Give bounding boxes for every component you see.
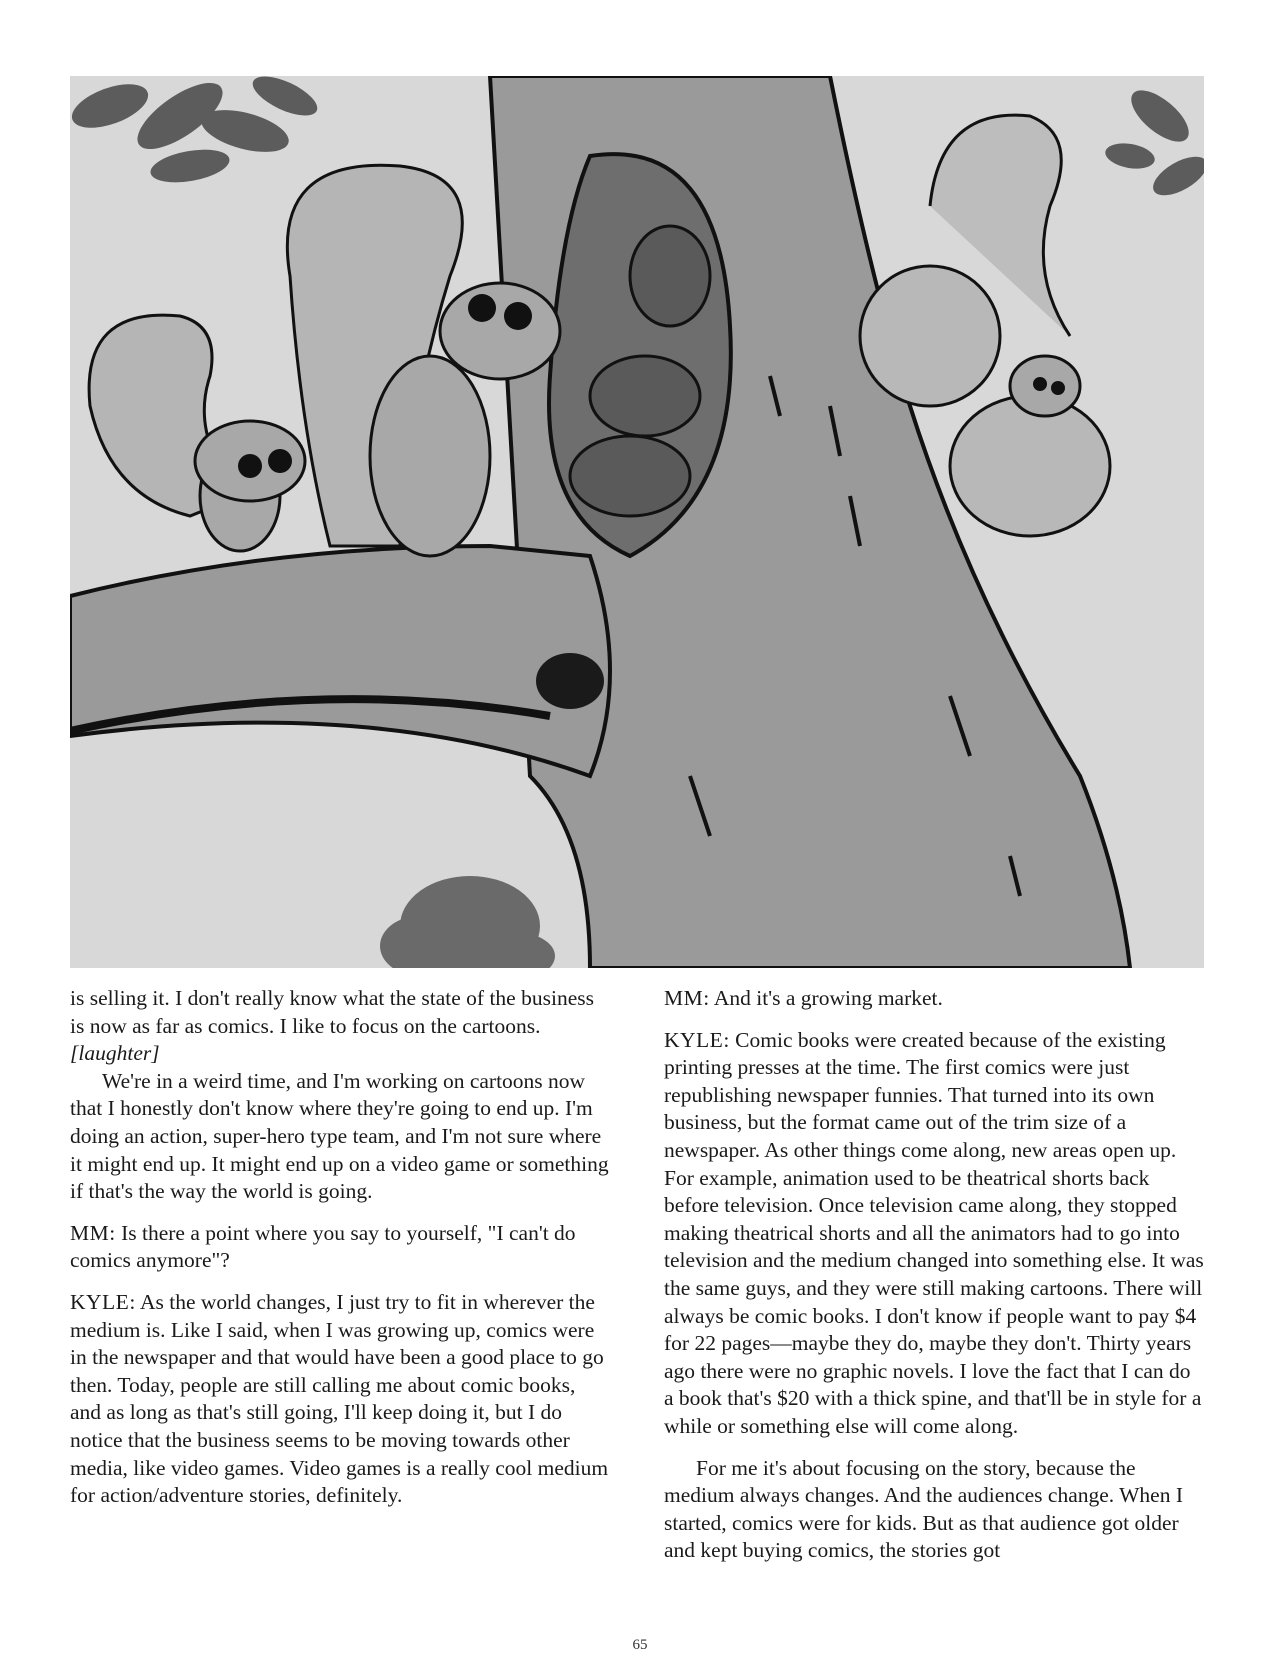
interview-question: [70, 1220, 610, 1275]
interview-question: [664, 985, 1204, 1013]
paragraph-continued: [70, 985, 610, 1068]
left-text-column: [70, 985, 610, 1524]
speaker-label: MM:: [70, 1220, 116, 1245]
paragraph-text: For me it's about focusing on the story, because the medium always changes. And the audiences change. When I started, comics were for kids. But as that audience got older and kept buying comics, the stories got: [664, 1455, 1184, 1563]
speaker-label: KYLE:: [70, 1289, 136, 1314]
speech-text: Comic books were created because of the existing printing presses at the time. The first comics were just republishing newspaper funnies. That turned into its own business, but the format came out of the trim size of a newspaper. As other things come along, new areas open up. For example, animation used to be theatrical shorts back before television. Once television came along, they stopped making theatrical shorts and all the animators had to go into television and the medium changed into something else. It was the same guys, and they were still making cartoons. There will always be comic books. I don't know if people want to pay $4 for 22 pages—maybe they do, maybe they don't. Thirty years ago there were no graphic novels. I love the fact that I can do a book that's $20 with a thick spine, and that'll be in style for a while or something else will come along.: [664, 1027, 1204, 1438]
knot-hole: [536, 653, 604, 709]
interview-answer: [70, 1289, 610, 1510]
interview-answer: [664, 1027, 1204, 1441]
speaker-label: KYLE:: [664, 1027, 730, 1052]
speech-text: Is there a point where you say to yourself, "I can't do comics anymore"?: [70, 1220, 576, 1273]
paragraph-text: We're in a weird time, and I'm working on cartoons now that I honestly don't know where they're going to end up. I'm doing an action, super-hero type team, and I'm not sure where it might end up. It might end up on a video game or something if that's the way the world is going.: [70, 1068, 609, 1204]
speech-text: As the world changes, I just try to fit in wherever the medium is. Like I said, when I was growing up, comics were in the newspaper and that would have been a good place to go then. Today, people are still calling me about comic books, and as long as that's still going, I'll keep doing it, but I do notice that the business seems to be moving towards other media, like video games. Video games is a really cool medium for action/adventure stories, definitely.: [70, 1289, 609, 1508]
illustration-artwork: [70, 76, 1204, 968]
right-text-column: [664, 985, 1204, 1579]
squirrel-illustration: [70, 76, 1204, 968]
speech-text: And it's a growing market.: [709, 986, 943, 1010]
paragraph: [664, 1455, 1204, 1565]
paragraph-text: is selling it. I don't really know what the state of the business is now as far as comics. I like to focus on the cartoons.: [70, 986, 594, 1038]
speaker-label: MM:: [664, 986, 710, 1010]
paragraph: [70, 1068, 610, 1206]
page-number: 65: [632, 1637, 648, 1653]
laughter-note: [laughter]: [70, 1041, 160, 1066]
